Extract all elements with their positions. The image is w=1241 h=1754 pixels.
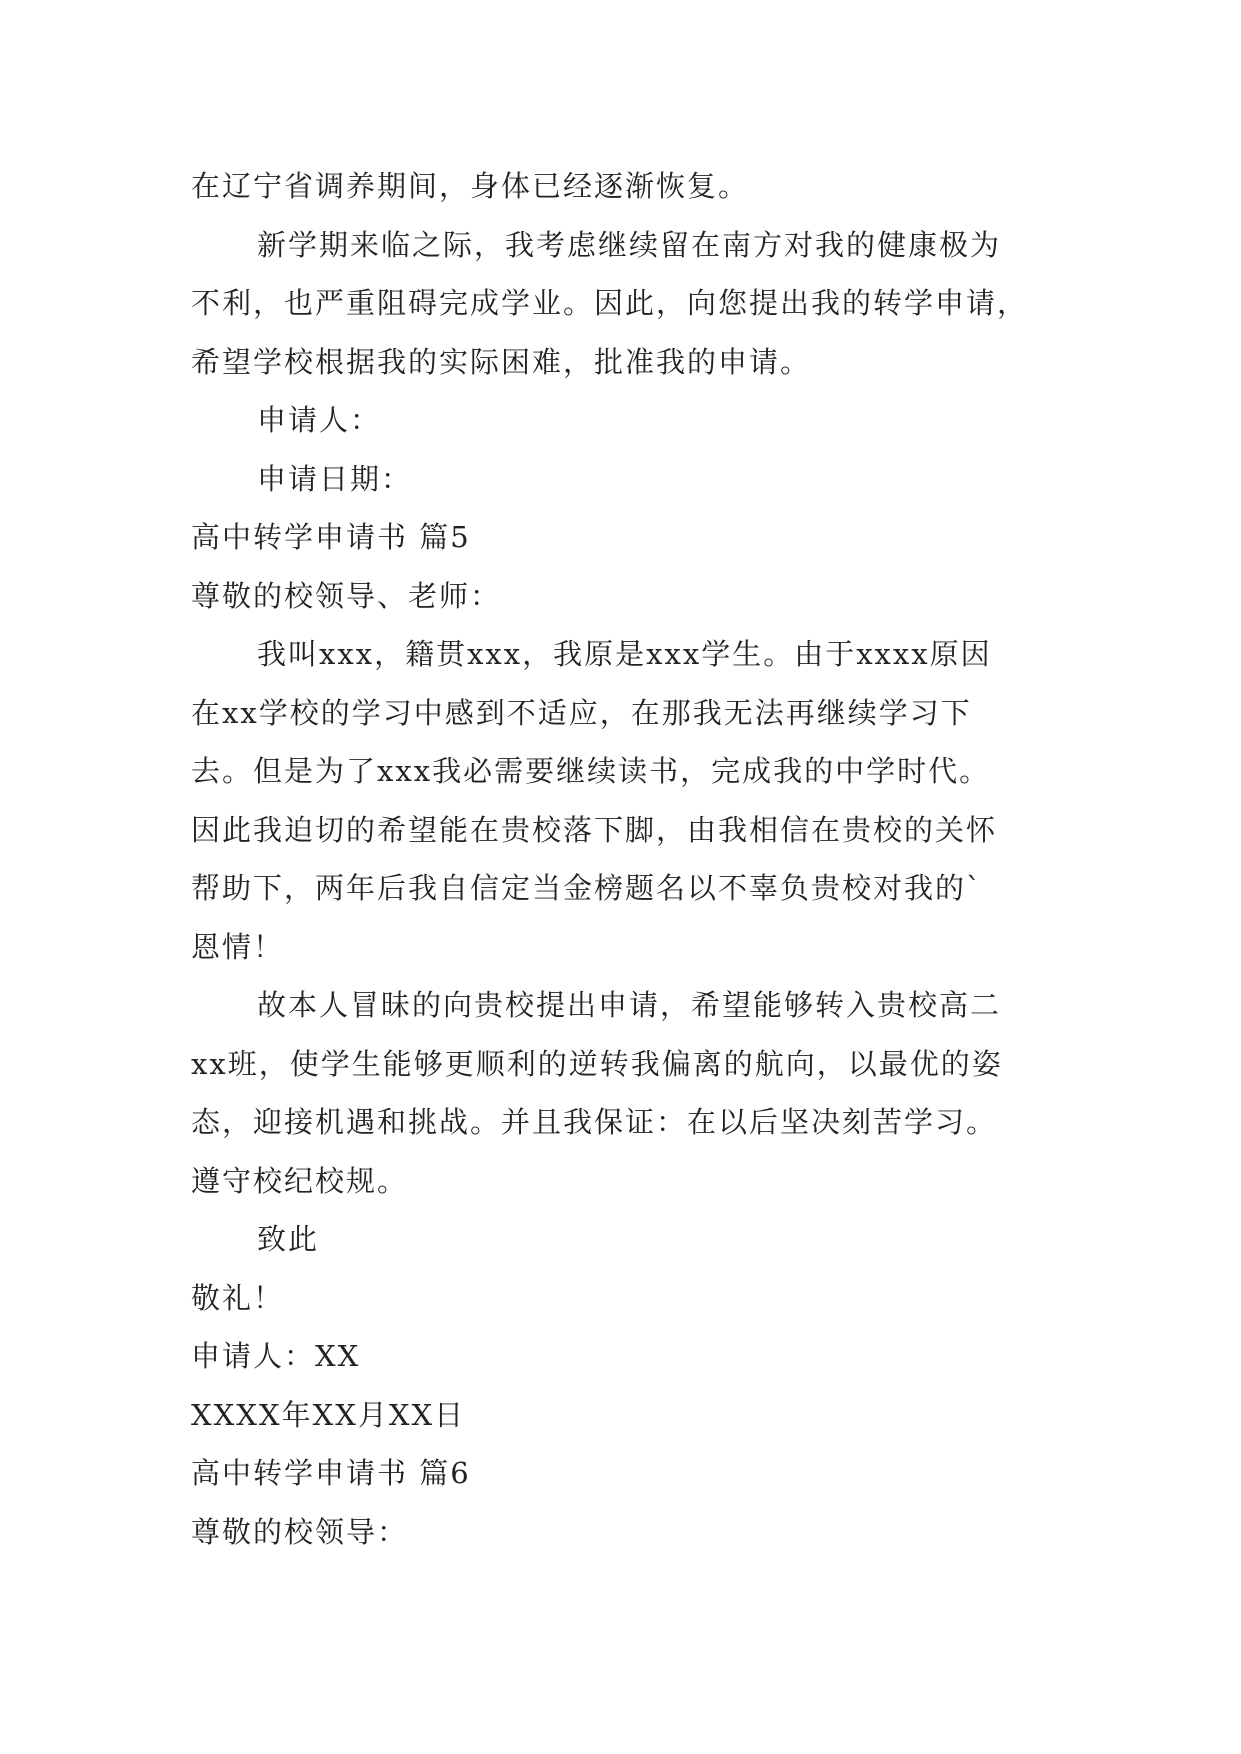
- closing-phrase: 致此: [257, 1222, 320, 1256]
- closing-salute: 敬礼！: [191, 1280, 285, 1315]
- text-line: 在xx学校的学习中感到不适应，在那我无法再继续学习下: [191, 695, 972, 730]
- salutation: 尊敬的校领导：: [191, 1514, 409, 1549]
- text-line: xx班，使学生能够更顺利的逆转我偏离的航向，以最优的姿: [191, 1046, 1003, 1081]
- text-line: 遵守校纪校规。: [191, 1163, 409, 1198]
- applicant-label: 申请人：: [257, 403, 382, 437]
- text-line: 我叫xxx，籍贯xxx，我原是xxx学生。由于xxxx原因: [257, 637, 992, 671]
- text-line: 在辽宁省调养期间，身体已经逐渐恢复。: [191, 169, 750, 203]
- applicant-signature: 申请人：XX: [191, 1339, 361, 1373]
- signature-date: XXXX年XX月XX日: [191, 1397, 466, 1432]
- salutation: 尊敬的校领导、老师：: [191, 578, 502, 613]
- section-heading: 高中转学申请书 篇5: [191, 520, 471, 554]
- application-date-label: 申请日期：: [257, 461, 413, 496]
- text-line: 故本人冒昧的向贵校提出申请，希望能够转入贵校高二: [257, 988, 1002, 1022]
- text-line: 态，迎接机遇和挑战。并且我保证：在以后坚决刻苦学习。: [191, 1105, 998, 1139]
- section-heading: 高中转学申请书 篇6: [191, 1456, 471, 1490]
- text-line: 去。但是为了xxx我必需要继续读书，完成我的中学时代。: [191, 754, 991, 788]
- text-line: 帮助下，两年后我自信定当金榜题名以不辜负贵校对我的`: [191, 871, 983, 905]
- text-line: 希望学校根据我的实际困难，批准我的申请。: [191, 344, 812, 379]
- document-body: [191, 157, 1071, 1561]
- text-line: 不利，也严重阻碍完成学业。因此，向您提出我的转学申请，: [191, 286, 1029, 320]
- text-line: 新学期来临之际，我考虑继续留在南方对我的健康极为: [257, 227, 1002, 262]
- text-line: 因此我迫切的希望能在贵校落下脚，由我相信在贵校的关怀: [191, 812, 998, 847]
- text-line: 恩情！: [191, 929, 285, 964]
